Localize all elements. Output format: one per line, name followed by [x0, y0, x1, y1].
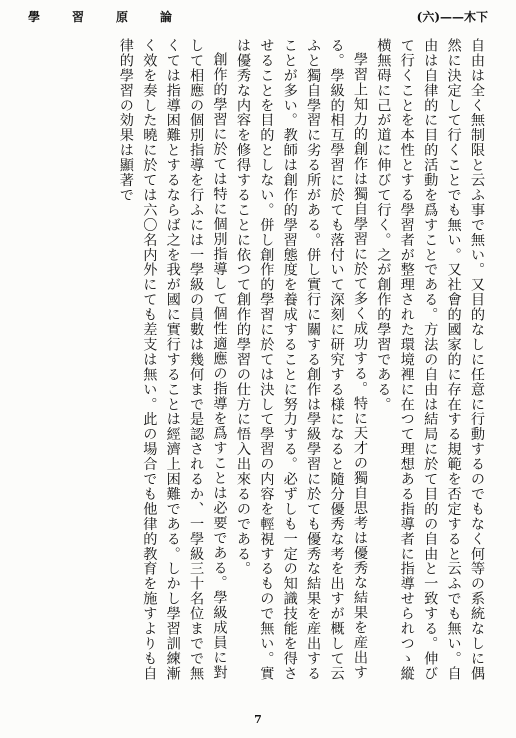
running-head-title: 學 習 原 論 — [28, 10, 183, 24]
vertical-body-text — [28, 38, 488, 684]
running-head — [28, 8, 488, 30]
running-head-section: (六)——木下 — [416, 10, 488, 24]
paragraph: 創作的學習に於ては特に個別指導して個性適應の指導を爲すことは必要である。學級成員に對して相應の個別指導を行ふには一學級の員數は幾何まで是認されるか、一學級三十名位までで無くては指導困難とするならば之を我が國に實行することは經濟上困難である。しかし學習訓練漸く效を奏した曉に於ては六〇名内外にても差支は無い。此の場合でも他律的教育を施すよりも自律的學習の効果は顯著で — [117, 38, 228, 681]
paragraph-continued: 自由は全く無制限と云ふ事で無い。又目的なしに任意に行動するのでもなく何等の系統なしに偶然に決定して行くことでも無い。又社會的國家的に存在する規範を否定すると云ふでも無い。自由は自律的に目的活動を爲すことである。方法の自由は結局に於て目的の自由と一致する。伸びて行くことを本性とする學習者が整理された環境裡に在つて理想ある指導者に指導せられつゝ縱横無碍に己が道に伸びて行く。之が創作的學習である。 — [375, 38, 485, 681]
page-number: 7 — [254, 713, 262, 726]
paragraph: 學習上知力的創作は獨自學習に於て多く成功する。特に天才の獨自思考は優秀な結果を産出する。學級的相互學習に於ても落付いて深刻に研究する様になると隨分優秀な考を出すが概して云ふと獨自學習に劣る所がある。併し實行に關する創作は學級學習に於ても優秀な結果を産出することが多い。教師は創作的學習態度を養成することに努力する。必ずしも一定の知識技能を得させることを目的としない。併し創作的學習に於ては決して學習の内容を輕視するもので無い。實は優秀な内容を修得することに依つて創作的學習の仕方に悟入出來るのである。 — [234, 38, 368, 681]
